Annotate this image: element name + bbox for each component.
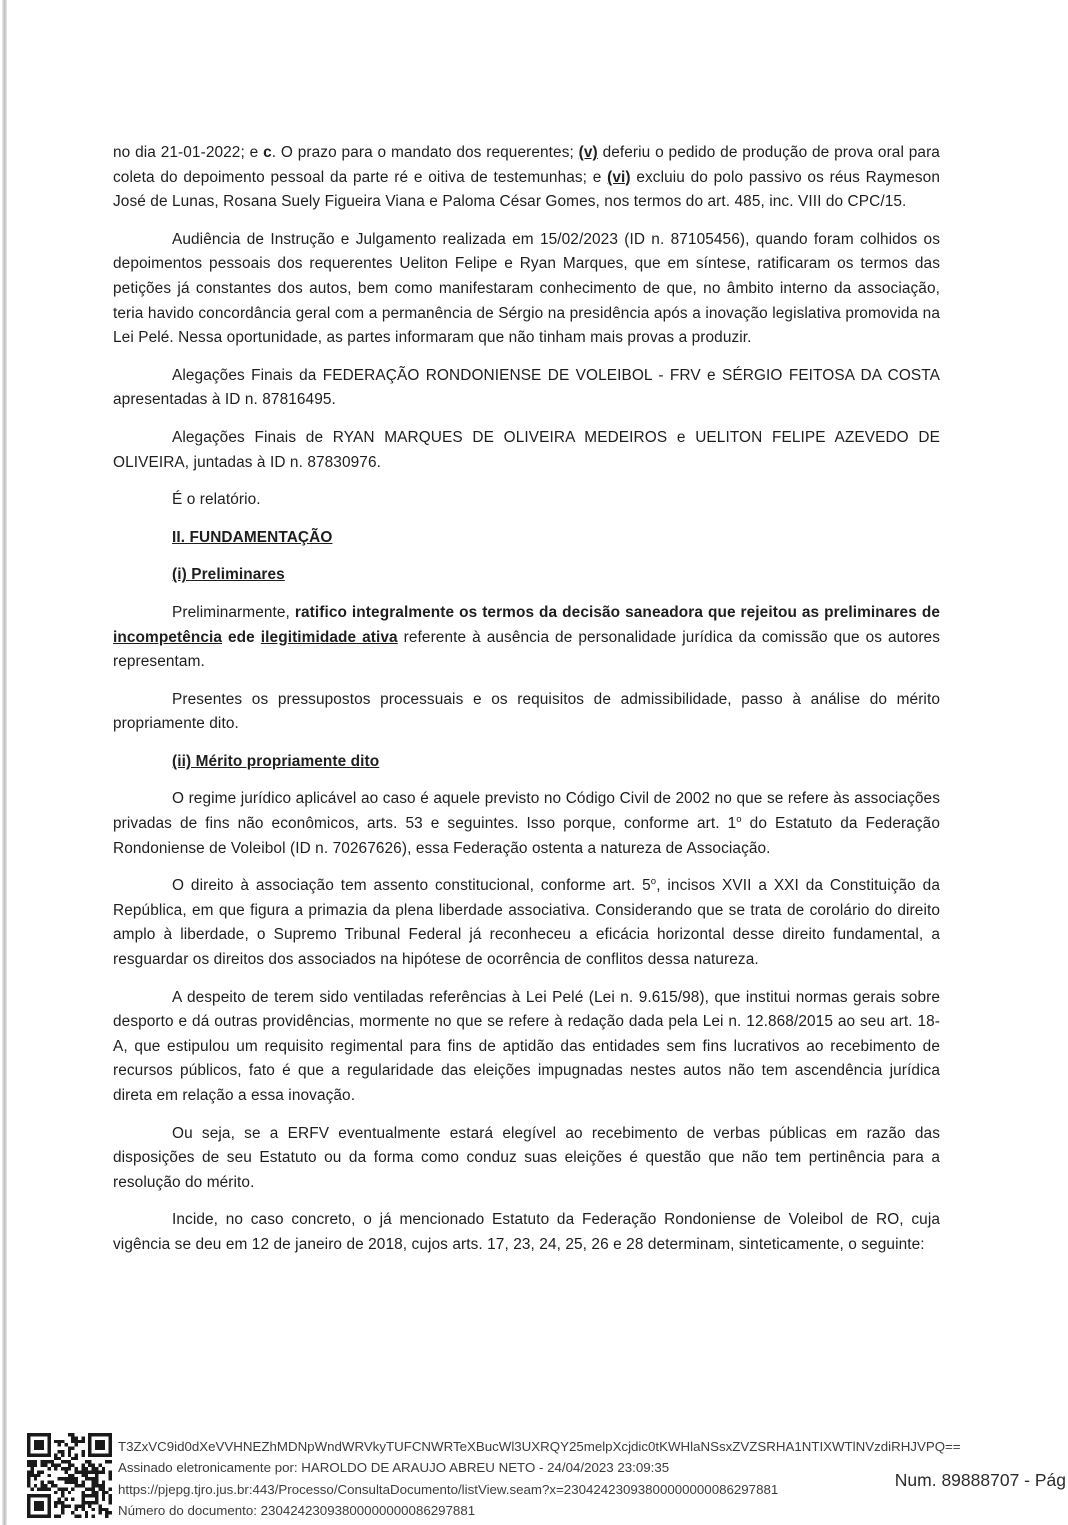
signed-by-line: Assinado eletronicamente por: HAROLDO DE ARAUJO ABREU NETO - 24/04/2023 23:09:35 [118, 1460, 670, 1476]
text-run: ilegitimidade ativa [260, 628, 398, 646]
text-run: , incisos XVII a XXI da Constituição da República, em que figura a primazia da plena liberdade associativa. Considerando que se trata de corolário do direito amplo à liberdade, o Supremo Tribunal Federal já reconheceu a eficácia horizontal desse direito fundamental, a resguardar os direitos dos associados na hipótese de ocorrência de conflitos dessa natureza. [113, 877, 940, 969]
text-run: (ii) Mérito propriamente dito [172, 752, 380, 770]
text-run: (i) Preliminares [172, 566, 285, 584]
paragraph [113, 874, 940, 972]
text-run: Presentes os pressupostos processuais e os requisitos de admissibilidade, passo à análise do mérito propriamente dito. [113, 690, 940, 733]
text-run: Alegações Finais de RYAN MARQUES DE OLIVEIRA MEDEIROS e UELITON FELIPE AZEVEDO DE OLIVEIRA, juntadas à ID n. 87830976. [113, 428, 940, 471]
text-run: c [263, 144, 272, 161]
paragraph [113, 601, 940, 675]
text-run: O regime jurídico aplicável ao caso é aquele previsto no Código Civil de 2002 no que se refere às associações privadas de fins não econômicos, arts. 53 e seguintes. Isso porque, conforme art. 1 [113, 790, 940, 833]
text-run: Alegações Finais da FEDERAÇÃO RONDONIENSE DE VOLEIBOL - FRV e SÉRGIO FEITOSA DA COSTA apresentadas à ID n. 87816495. [113, 366, 940, 409]
text-run: ratifico integralmente os termos da decisão saneadora que rejeitou as preliminares de [294, 603, 940, 621]
text-run: deferiu o pedido de produção de prova oral para coleta do depoimento pessoal da parte ré e oitiva de testemunhas; e [113, 144, 940, 186]
signature-hash: T3ZxVC9id0dXeVVHNEZhMDNpWndWRVkyTUFCNWRTeXBucWl3UXRQY25melpXcjdic0tKWHlaNSsxZVZSRHA1NTIXWTlNVzdiRHJVPQ== [118, 1439, 961, 1454]
paragraph [113, 986, 940, 1109]
text-run: (v) [578, 144, 598, 161]
text-run: referente à ausência de personalidade jurídica da comissão que os autores representam. [113, 628, 940, 671]
text-run: II. FUNDAMENTAÇÃO [172, 528, 333, 546]
text-run: (vi) [607, 168, 631, 186]
text-run: ede [222, 628, 261, 646]
text-run: Incide, no caso concreto, o já mencionado Estatuto da Federação Rondoniense de Voleibol de RO, cuja vigência se deu em 12 de janeiro de 2018, cujos arts. 17, 23, 24, 25, 26 e 28 determinam, sinteticamente, o seguinte: [113, 1211, 940, 1253]
text-run: no dia 21-01-2022; e [113, 144, 264, 161]
text-run: A despeito de terem sido ventiladas referências à Lei Pelé (Lei n. 9.615/98), que institui normas gerais sobre desporto e dá outras providências, mormente no que se refere à redação dada pela Lei n. 12.868/2015 ao seu art. 18-A, que estipulou um requisito regimental para fins de aptidão das entidades sem fins lucrativos ao recebimento de recursos públicos, fato é que a regularidade das eleições impugnadas nestes autos não tem ascendência jurídica direta em relação a essa inovação. [113, 988, 940, 1104]
page-edge-line [2, 0, 7, 1525]
text-run: O direito à associação tem assento constitucional, conforme art. 5 [172, 877, 651, 895]
text-run: Ou seja, se a ERFV eventualmente estará elegível ao recebimento de verbas públicas em razão das disposições de seu Estatuto ou da forma como conduz suas eleições é questão que não tem pertinência para a resolução do mérito. [113, 1124, 940, 1191]
paragraph [113, 426, 940, 475]
section-heading [113, 563, 940, 588]
document-body [113, 141, 940, 1271]
paragraph [113, 364, 940, 413]
document-number: Número do documento: 23042423093800000000086297881 [118, 1502, 476, 1518]
text-run: Preliminarmente, [172, 603, 295, 621]
section-heading [113, 750, 940, 775]
verification-url: https://pjepg.tjro.jus.br:443/Processo/ConsultaDocumento/listView.seam?x=23042423093800000000086297881 [118, 1481, 779, 1497]
text-run: É o relatório. [172, 491, 261, 509]
paragraph [113, 228, 940, 351]
text-run: Audiência de Instrução e Julgamento realizada em 15/02/2023 (ID n. 87105456), quando foram colhidos os depoimentos pessoais dos requerentes Ueliton Felipe e Ryan Marques, que em síntese, ratificaram os termos das petições já constantes dos autos, bem como manifestaram conhecimento de que, no âmbito interno da associação, teria havido concordância geral com a permanência de Sérgio na presidência após a inovação legislativa promovida na Lei Pelé. Nessa oportunidade, as partes informaram que não tinham mais provas a produzir. [113, 230, 940, 347]
text-run: excluiu do polo passivo os réus Raymeson José de Lunas, Rosana Suely Figueira Viana e Paloma César Gomes, nos termos do art. 485, inc. VIII do CPC/15. [113, 168, 940, 211]
text-run: o [736, 813, 742, 825]
text-run: . O prazo para o mandato dos requerentes; [271, 144, 579, 161]
text-run: do Estatuto da Federação Rondoniense de Voleibol (ID n. 70267626), essa Federação ostenta a natureza de Associação. [113, 815, 940, 857]
qr-code-icon [27, 1433, 112, 1518]
text-run: o [650, 876, 657, 888]
text-run: incompetência [113, 628, 223, 646]
section-heading [113, 526, 940, 551]
paragraph [113, 688, 940, 737]
paragraph [113, 141, 940, 215]
paragraph [113, 488, 940, 513]
paragraph [113, 1208, 940, 1257]
signature-footer [118, 1436, 978, 1521]
paragraph [113, 1122, 940, 1196]
page-number-label: Num. 89888707 - Pág [894, 1470, 1066, 1490]
paragraph [113, 787, 940, 861]
